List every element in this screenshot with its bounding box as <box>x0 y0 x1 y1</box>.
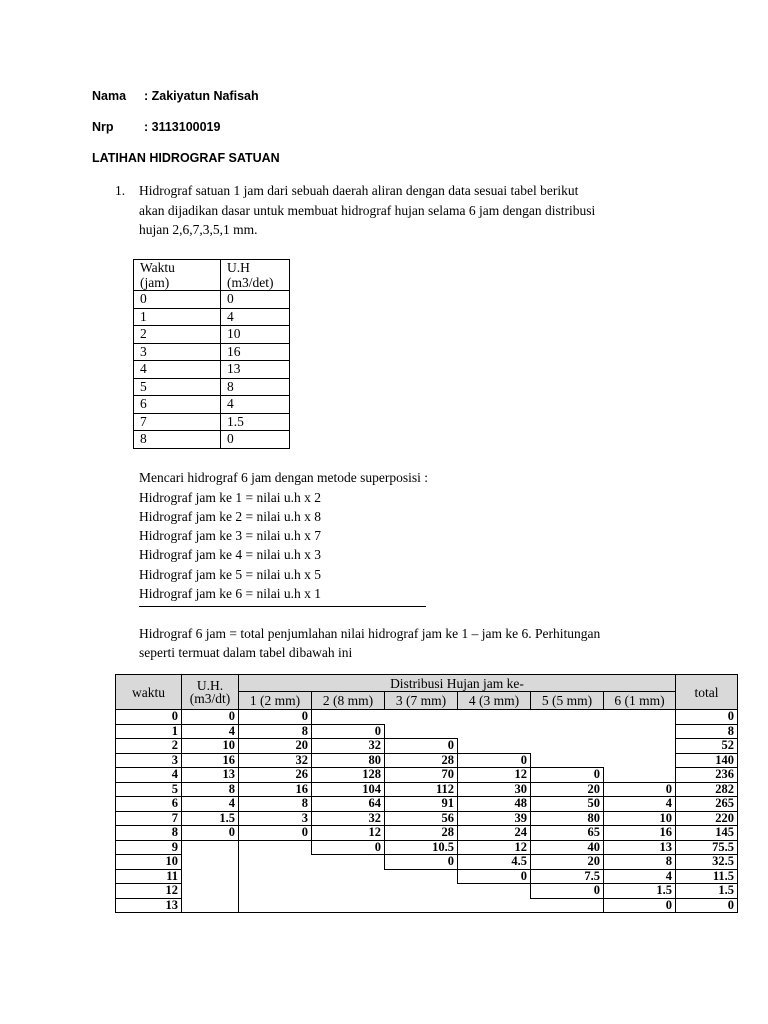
cell-hour-3 <box>385 869 458 884</box>
cell-hour-1 <box>239 898 312 913</box>
cell-hour-4: 48 <box>458 797 531 812</box>
cell-hour-2: 32 <box>312 739 385 754</box>
header-col-2: 2 (8 mm) <box>312 692 385 710</box>
cell-uh: 4 <box>182 724 239 739</box>
table-row <box>134 431 290 449</box>
nama-label: Nama <box>92 89 127 103</box>
cell-total: 32.5 <box>676 855 738 870</box>
cell-hour-6: 1.5 <box>604 884 676 899</box>
cell-hour-2 <box>312 710 385 725</box>
cell-uh: 16 <box>182 753 239 768</box>
cell-waktu: 1 <box>134 308 221 326</box>
question-number: 1. <box>115 183 126 198</box>
cell-hour-2 <box>312 884 385 899</box>
cell-hour-2: 64 <box>312 797 385 812</box>
cell-waktu: 0 <box>134 291 221 309</box>
cell-hour-4 <box>458 898 531 913</box>
cell-hour-3 <box>385 884 458 899</box>
cell-hour-1 <box>239 884 312 899</box>
cell-hour-1: 16 <box>239 782 312 797</box>
cell-uh: 8 <box>182 782 239 797</box>
table-row <box>116 797 738 812</box>
table-row <box>116 724 738 739</box>
header-col-3: 3 (7 mm) <box>385 692 458 710</box>
nrp-line <box>92 120 220 134</box>
cell-hour-1: 0 <box>239 826 312 841</box>
cell-hour-1: 20 <box>239 739 312 754</box>
cell-hour-3: 10.5 <box>385 840 458 855</box>
cell-hour-6: 4 <box>604 869 676 884</box>
cell-hour-5: 40 <box>531 840 604 855</box>
cell-hour-3: 56 <box>385 811 458 826</box>
cell-hour-5: 20 <box>531 782 604 797</box>
cell-hour-5 <box>531 753 604 768</box>
summary-line-2: seperti termuat dalam tabel dibawah ini <box>139 645 353 660</box>
header-waktu: waktu <box>116 675 182 710</box>
table-row <box>134 361 290 379</box>
table-row <box>134 291 290 309</box>
cell-hour-5: 65 <box>531 826 604 841</box>
method-step-2: Hidrograf jam ke 2 = nilai u.h x 8 <box>139 509 321 524</box>
cell-hour-1 <box>239 855 312 870</box>
header-col-4: 4 (3 mm) <box>458 692 531 710</box>
table-row <box>116 768 738 783</box>
cell-hour-2: 0 <box>312 724 385 739</box>
cell-waktu: 8 <box>116 826 182 841</box>
question-line-3: hujan 2,6,7,3,5,1 mm. <box>139 222 258 237</box>
cell-uh: 10 <box>221 326 290 344</box>
cell-hour-6 <box>604 768 676 783</box>
cell-hour-6: 8 <box>604 855 676 870</box>
cell-hour-5: 0 <box>531 768 604 783</box>
cell-total: 265 <box>676 797 738 812</box>
cell-uh: 0 <box>182 710 239 725</box>
cell-hour-6 <box>604 724 676 739</box>
method-step-5: Hidrograf jam ke 5 = nilai u.h x 5 <box>139 567 321 582</box>
cell-total: 1.5 <box>676 884 738 899</box>
method-step-6: Hidrograf jam ke 6 = nilai u.h x 1 <box>139 586 321 601</box>
cell-waktu: 8 <box>134 431 221 449</box>
cell-hour-5 <box>531 739 604 754</box>
cell-waktu: 2 <box>116 739 182 754</box>
header-distribution: Distribusi Hujan jam ke- <box>239 675 676 692</box>
cell-hour-2 <box>312 855 385 870</box>
cell-hour-3 <box>385 710 458 725</box>
cell-waktu: 9 <box>116 840 182 855</box>
table-row <box>134 396 290 414</box>
cell-uh: 13 <box>221 361 290 379</box>
cell-hour-4: 39 <box>458 811 531 826</box>
cell-hour-5: 80 <box>531 811 604 826</box>
cell-hour-6: 16 <box>604 826 676 841</box>
cell-waktu: 1 <box>116 724 182 739</box>
cell-uh <box>182 840 239 855</box>
cell-hour-1: 0 <box>239 710 312 725</box>
cell-uh: 13 <box>182 768 239 783</box>
cell-total: 8 <box>676 724 738 739</box>
nrp-value: : 3113100019 <box>144 120 221 134</box>
cell-hour-2: 0 <box>312 840 385 855</box>
table-row <box>134 378 290 396</box>
table-row <box>116 884 738 899</box>
cell-uh: 0 <box>182 826 239 841</box>
header-waktu: Waktu (jam) <box>134 260 221 291</box>
cell-hour-2 <box>312 898 385 913</box>
nama-line <box>92 89 259 103</box>
cell-hour-4: 0 <box>458 869 531 884</box>
method-step-4: Hidrograf jam ke 4 = nilai u.h x 3 <box>139 547 321 562</box>
cell-hour-6: 4 <box>604 797 676 812</box>
cell-waktu: 4 <box>116 768 182 783</box>
table-row <box>134 343 290 361</box>
cell-waktu: 5 <box>116 782 182 797</box>
cell-hour-4 <box>458 884 531 899</box>
cell-total: 282 <box>676 782 738 797</box>
cell-hour-4: 12 <box>458 768 531 783</box>
cell-hour-3: 112 <box>385 782 458 797</box>
cell-hour-2 <box>312 869 385 884</box>
cell-uh: 0 <box>221 431 290 449</box>
table-header-row <box>134 260 290 291</box>
cell-hour-3: 0 <box>385 855 458 870</box>
cell-hour-5 <box>531 710 604 725</box>
cell-hour-4: 30 <box>458 782 531 797</box>
cell-hour-6 <box>604 739 676 754</box>
cell-hour-5: 50 <box>531 797 604 812</box>
cell-hour-5 <box>531 898 604 913</box>
cell-waktu: 4 <box>134 361 221 379</box>
cell-hour-1: 3 <box>239 811 312 826</box>
cell-uh: 4 <box>221 308 290 326</box>
table-row <box>116 898 738 913</box>
cell-total: 145 <box>676 826 738 841</box>
cell-total: 75.5 <box>676 840 738 855</box>
method-step-1: Hidrograf jam ke 1 = nilai u.h x 2 <box>139 490 321 505</box>
cell-total: 0 <box>676 898 738 913</box>
cell-total: 11.5 <box>676 869 738 884</box>
cell-uh: 4 <box>221 396 290 414</box>
cell-waktu: 2 <box>134 326 221 344</box>
cell-waktu: 12 <box>116 884 182 899</box>
table-row <box>116 753 738 768</box>
cell-hour-2: 32 <box>312 811 385 826</box>
header-uh: U.H (m3/det) <box>221 260 290 291</box>
table-row <box>116 869 738 884</box>
header-uh: U.H. (m3/dt) <box>182 675 239 710</box>
cell-hour-5: 0 <box>531 884 604 899</box>
cell-hour-4 <box>458 724 531 739</box>
summary-line-1: Hidrograf 6 jam = total penjumlahan nilai hidrograf jam ke 1 – jam ke 6. Perhitungan <box>139 626 601 641</box>
header-col-6: 6 (1 mm) <box>604 692 676 710</box>
page-title: LATIHAN HIDROGRAF SATUAN <box>92 151 280 165</box>
table-row <box>134 413 290 431</box>
cell-hour-6: 0 <box>604 782 676 797</box>
cell-hour-3 <box>385 898 458 913</box>
cell-hour-4: 12 <box>458 840 531 855</box>
cell-total: 0 <box>676 710 738 725</box>
table-row <box>134 326 290 344</box>
cell-hour-1 <box>239 840 312 855</box>
cell-uh: 1.5 <box>221 413 290 431</box>
divider-line <box>139 606 426 607</box>
cell-waktu: 6 <box>116 797 182 812</box>
cell-waktu: 13 <box>116 898 182 913</box>
table-row <box>116 710 738 725</box>
cell-total: 140 <box>676 753 738 768</box>
cell-total: 52 <box>676 739 738 754</box>
cell-hour-4: 0 <box>458 753 531 768</box>
cell-waktu: 7 <box>116 811 182 826</box>
table-row <box>116 739 738 754</box>
cell-uh: 0 <box>221 291 290 309</box>
cell-hour-6 <box>604 753 676 768</box>
cell-total: 236 <box>676 768 738 783</box>
cell-uh: 8 <box>221 378 290 396</box>
cell-hour-4: 4.5 <box>458 855 531 870</box>
cell-uh <box>182 869 239 884</box>
cell-hour-1: 8 <box>239 724 312 739</box>
table-header-row <box>116 675 738 692</box>
cell-uh <box>182 898 239 913</box>
cell-hour-3: 28 <box>385 826 458 841</box>
cell-hour-2: 12 <box>312 826 385 841</box>
cell-uh: 1.5 <box>182 811 239 826</box>
cell-hour-5: 7.5 <box>531 869 604 884</box>
table-row <box>116 855 738 870</box>
method-intro: Mencari hidrograf 6 jam dengan metode superposisi : <box>139 470 429 485</box>
cell-hour-6: 13 <box>604 840 676 855</box>
cell-total: 220 <box>676 811 738 826</box>
cell-hour-3: 70 <box>385 768 458 783</box>
cell-hour-6: 0 <box>604 898 676 913</box>
table-row <box>116 782 738 797</box>
cell-waktu: 5 <box>134 378 221 396</box>
cell-hour-2: 80 <box>312 753 385 768</box>
nrp-label: Nrp <box>92 120 114 134</box>
cell-waktu: 11 <box>116 869 182 884</box>
cell-waktu: 6 <box>134 396 221 414</box>
table-row <box>116 826 738 841</box>
cell-hour-5: 20 <box>531 855 604 870</box>
cell-hour-1: 26 <box>239 768 312 783</box>
cell-waktu: 3 <box>134 343 221 361</box>
cell-waktu: 0 <box>116 710 182 725</box>
cell-hour-1: 8 <box>239 797 312 812</box>
method-step-3: Hidrograf jam ke 3 = nilai u.h x 7 <box>139 528 321 543</box>
unit-hydrograph-table <box>133 259 290 449</box>
table-row <box>116 840 738 855</box>
table-row <box>116 811 738 826</box>
cell-hour-3: 91 <box>385 797 458 812</box>
cell-hour-4 <box>458 739 531 754</box>
cell-uh <box>182 855 239 870</box>
table-row <box>134 308 290 326</box>
cell-hour-1: 32 <box>239 753 312 768</box>
cell-waktu: 10 <box>116 855 182 870</box>
cell-waktu: 3 <box>116 753 182 768</box>
cell-hour-5 <box>531 724 604 739</box>
nama-value: : Zakiyatun Nafisah <box>144 89 259 103</box>
cell-hour-4 <box>458 710 531 725</box>
question-line-1: Hidrograf satuan 1 jam dari sebuah daerah aliran dengan data sesuai tabel berikut <box>139 183 579 198</box>
cell-uh: 16 <box>221 343 290 361</box>
cell-uh: 10 <box>182 739 239 754</box>
cell-waktu: 7 <box>134 413 221 431</box>
header-col-5: 5 (5 mm) <box>531 692 604 710</box>
cell-hour-4: 24 <box>458 826 531 841</box>
cell-hour-2: 128 <box>312 768 385 783</box>
header-total: total <box>676 675 738 710</box>
cell-uh <box>182 884 239 899</box>
distribution-table <box>115 674 738 913</box>
cell-uh: 4 <box>182 797 239 812</box>
header-col-1: 1 (2 mm) <box>239 692 312 710</box>
cell-hour-6: 10 <box>604 811 676 826</box>
cell-hour-6 <box>604 710 676 725</box>
cell-hour-3: 0 <box>385 739 458 754</box>
cell-hour-3: 28 <box>385 753 458 768</box>
cell-hour-1 <box>239 869 312 884</box>
cell-hour-3 <box>385 724 458 739</box>
question-line-2: akan dijadikan dasar untuk membuat hidrograf hujan selama 6 jam dengan distribusi <box>139 203 596 218</box>
cell-hour-2: 104 <box>312 782 385 797</box>
